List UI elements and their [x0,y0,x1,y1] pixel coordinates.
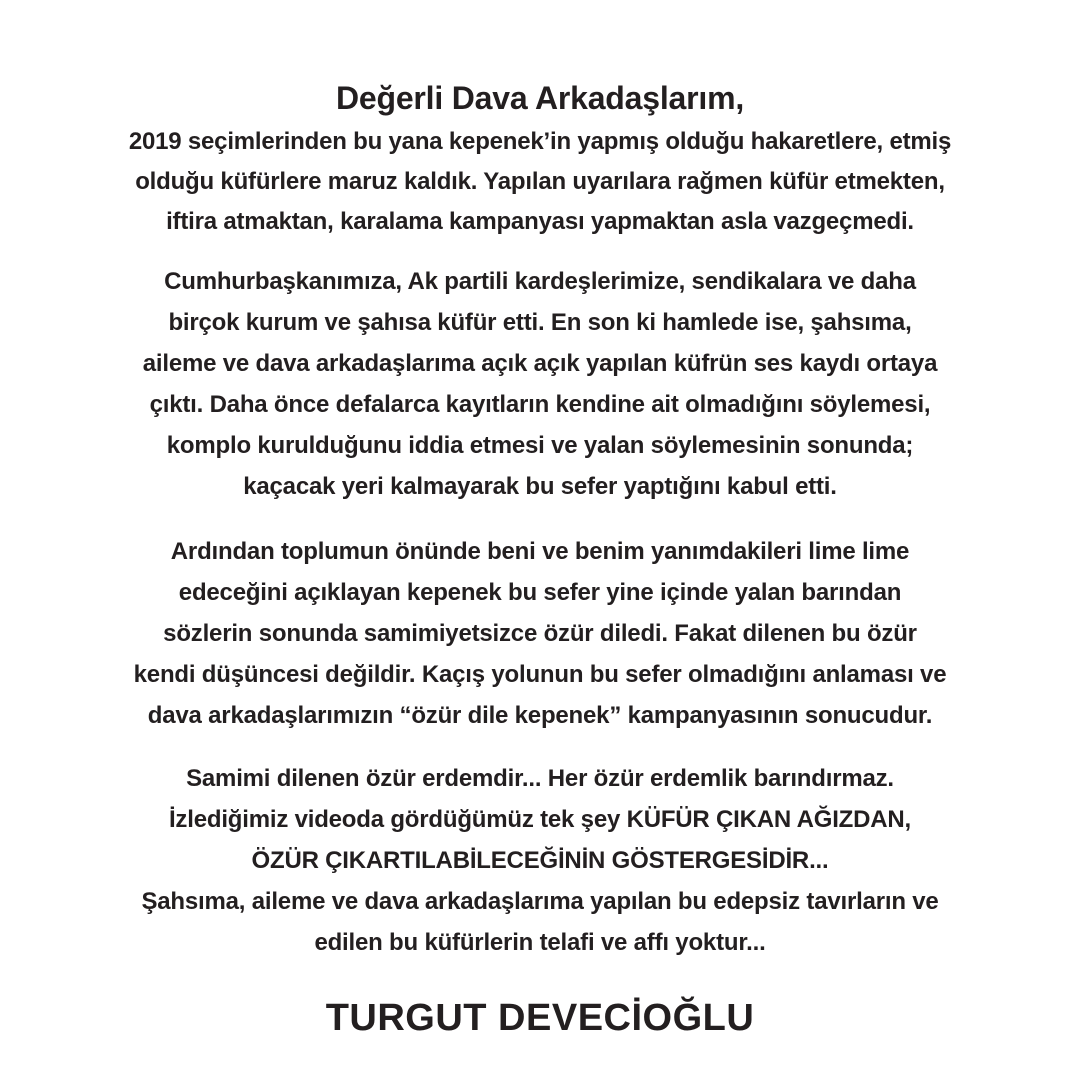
paragraph-line: edilen bu küfürlerin telafi ve affı yoktur... [314,929,766,956]
signature-name: TURGUT DEVECİOĞLU [325,997,755,1039]
paragraph-line: olduğu küfürlere maruz kaldık. Yapılan uyarılara rağmen küfür etmekten, [135,168,945,195]
paragraph-line: Cumhurbaşkanımıza, Ak partili kardeşlerimize, sendikalara ve daha [164,268,916,295]
paragraph-line: sözlerin sonunda samimiyetsizce özür diledi. Fakat dilenen bu özür [163,620,917,647]
greeting-heading: Değerli Dava Arkadaşlarım, [335,80,745,116]
paragraph-line: dava arkadaşlarımızın “özür dile kepenek” kampanyasının sonucudur. [147,702,933,729]
paragraph-line: 2019 seçimlerinden bu yana kepenek’in yapmış olduğu hakaretlere, etmiş [128,128,952,155]
paragraph-line: aileme ve dava arkadaşlarıma açık açık yapılan küfrün ses kaydı ortaya [142,350,938,377]
paragraph-line: iftira atmaktan, karalama kampanyası yapmaktan asla vazgeçmedi. [166,208,914,235]
paragraph-line: kendi düşüncesi değildir. Kaçış yolunun bu sefer olmadığını anlaması ve [133,661,947,688]
paragraph-line: kaçacak yeri kalmayarak bu sefer yaptığını kabul etti. [243,473,837,500]
paragraph-line: İzlediğimiz videoda gördüğümüz tek şey KÜFÜR ÇIKAN AĞIZDAN, [168,806,912,833]
paragraph-line: Samimi dilenen özür erdemdir... Her özür erdemlik barındırmaz. [186,765,894,792]
paragraph-line: birçok kurum ve şahısa küfür etti. En son ki hamlede ise, şahsıma, [168,309,912,336]
paragraph-line: Şahsıma, aileme ve dava arkadaşlarıma yapılan bu edepsiz tavırların ve [141,888,939,915]
paragraph-line: Ardından toplumun önünde beni ve benim yanımdakileri lime lime [170,538,910,565]
paragraph-line: komplo kurulduğunu iddia etmesi ve yalan söylemesinin sonunda; [166,432,914,459]
paragraph-line: çıktı. Daha önce defalarca kayıtların kendine ait olmadığını söylemesi, [149,391,931,418]
paragraph-line: ÖZÜR ÇIKARTILABİLECEĞİNİN GÖSTERGESİDİR... [251,847,829,874]
paragraph-line: edeceğini açıklayan kepenek bu sefer yine içinde yalan barından [178,579,902,606]
